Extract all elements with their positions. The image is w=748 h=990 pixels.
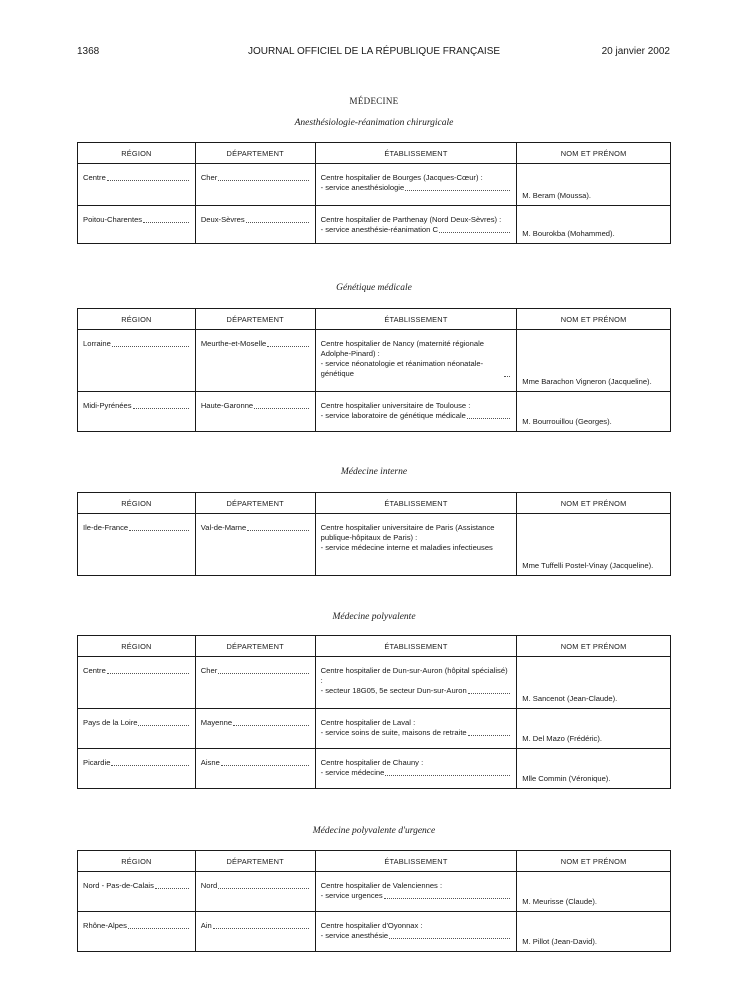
etablissement-name: Centre hospitalier de Bourges (Jacques-Cœur) : (320, 173, 483, 182)
etablissement-name: Centre hospitalier de Laval : (320, 718, 416, 727)
cell-nom: M. Bourrouillou (Georges). (517, 392, 671, 432)
region-value: Picardie (83, 758, 111, 767)
departement-value: Cher (200, 666, 218, 675)
cell-region (78, 657, 196, 709)
col-header-region: RÉGION (78, 636, 196, 657)
cell-region (78, 912, 196, 952)
table-header-row (78, 143, 671, 164)
table-row (78, 164, 671, 206)
etablissement-name: Centre hospitalier d'Oyonnax : (320, 921, 423, 930)
table-header-row (78, 636, 671, 657)
service-name: - service néonatologie et réanimation néonatale-génétique (320, 359, 484, 378)
region-value: Centre (83, 666, 106, 675)
service-name: - service soins de suite, maisons de retraite (320, 728, 467, 737)
cell-etablissement (315, 749, 517, 789)
col-header-etablissement: ÉTABLISSEMENT (315, 636, 517, 657)
cell-etablissement (315, 657, 517, 709)
col-header-region: RÉGION (78, 851, 196, 872)
cell-etablissement (315, 392, 517, 432)
cell-nom: Mme Barachon Vigneron (Jacqueline). (517, 330, 671, 392)
col-header-nom: NOM ET PRÉNOM (517, 143, 671, 164)
table-row (78, 330, 671, 392)
region-value: Lorraine (83, 339, 111, 348)
cell-region (78, 709, 196, 749)
table-row (78, 392, 671, 432)
col-header-nom: NOM ET PRÉNOM (517, 636, 671, 657)
region-value: Nord - Pas-de-Calais (83, 881, 154, 890)
main-title: MÉDECINE (349, 96, 399, 106)
cell-departement (195, 709, 315, 749)
page-number: 1368 (77, 46, 100, 57)
col-header-etablissement: ÉTABLISSEMENT (315, 851, 517, 872)
cell-departement (195, 330, 315, 392)
cell-departement (195, 872, 315, 912)
etablissement-name: Centre hospitalier universitaire de Toulouse : (320, 401, 471, 410)
cell-region (78, 749, 196, 789)
region-value: Centre (83, 173, 106, 182)
cell-nom: Mme Tuffelli Postel-Vinay (Jacqueline). (517, 514, 671, 576)
col-header-departement: DÉPARTEMENT (195, 309, 315, 330)
etablissement-name: Centre hospitalier de Chauny : (320, 758, 424, 767)
cell-nom: M. Beram (Moussa). (517, 164, 671, 206)
appointments-table (77, 850, 671, 952)
service-name: - service anesthésiologie (320, 183, 405, 192)
cell-etablissement (315, 709, 517, 749)
section-title: Médecine polyvalente d'urgence (312, 826, 436, 836)
cell-region (78, 206, 196, 244)
cell-etablissement (315, 206, 517, 244)
departement-value: Haute-Garonne (200, 401, 254, 410)
col-header-etablissement: ÉTABLISSEMENT (315, 143, 517, 164)
departement-value: Nord (200, 881, 218, 890)
service-name: - service médecine (320, 768, 385, 777)
cell-nom: M. Del Mazo (Frédéric). (517, 709, 671, 749)
section-title: Médecine polyvalente (332, 612, 416, 622)
cell-region (78, 872, 196, 912)
table-row (78, 657, 671, 709)
table-header-row (78, 309, 671, 330)
cell-departement (195, 206, 315, 244)
cell-departement (195, 912, 315, 952)
col-header-nom: NOM ET PRÉNOM (517, 309, 671, 330)
etablissement-name: Centre hospitalier de Nancy (maternité régionale Adolphe-Pinard) : (320, 339, 484, 358)
departement-value: Ain (200, 921, 212, 930)
cell-region (78, 330, 196, 392)
service-name: - secteur 18G05, 5e secteur Dun-sur-Auron (320, 686, 467, 695)
departement-value: Val-de-Marne (200, 523, 247, 532)
table-header-row (78, 493, 671, 514)
cell-etablissement (315, 872, 517, 912)
region-value: Poitou-Charentes (83, 215, 143, 224)
cell-departement (195, 164, 315, 206)
appointments-table (77, 142, 671, 244)
etablissement-name: Centre hospitalier de Valenciennes : (320, 881, 443, 890)
appointments-table (77, 308, 671, 432)
service-name: - service laboratoire de génétique médicale (320, 411, 466, 420)
service-name: - service médecine interne et maladies infectieuses (320, 543, 493, 552)
service-name: - service anesthésie (320, 931, 389, 940)
cell-region (78, 164, 196, 206)
departement-value: Aisne (200, 758, 220, 767)
cell-etablissement (315, 514, 517, 576)
cell-departement (195, 749, 315, 789)
departement-value: Deux-Sèvres (200, 215, 245, 224)
appointments-table (77, 492, 671, 576)
cell-etablissement (315, 330, 517, 392)
section-title: Médecine interne (340, 467, 408, 477)
service-name: - service anesthésie-réanimation C (320, 225, 438, 234)
departement-value: Mayenne (200, 718, 233, 727)
region-value: Midi-Pyrénées (83, 401, 132, 410)
etablissement-name: Centre hospitalier de Parthenay (Nord Deux-Sèvres) : (320, 215, 502, 224)
col-header-departement: DÉPARTEMENT (195, 636, 315, 657)
cell-nom: M. Sancenot (Jean-Claude). (517, 657, 671, 709)
col-header-region: RÉGION (78, 493, 196, 514)
table-row (78, 709, 671, 749)
appointments-table (77, 635, 671, 789)
cell-nom: M. Meurisse (Claude). (517, 872, 671, 912)
section-title: Anesthésiologie-réanimation chirurgicale (294, 118, 454, 128)
table-row (78, 872, 671, 912)
col-header-departement: DÉPARTEMENT (195, 851, 315, 872)
cell-region (78, 514, 196, 576)
cell-departement (195, 392, 315, 432)
col-header-departement: DÉPARTEMENT (195, 143, 315, 164)
table-row (78, 749, 671, 789)
col-header-etablissement: ÉTABLISSEMENT (315, 309, 517, 330)
col-header-region: RÉGION (78, 143, 196, 164)
col-header-etablissement: ÉTABLISSEMENT (315, 493, 517, 514)
region-value: Ile-de-France (83, 523, 129, 532)
table-header-row (78, 851, 671, 872)
cell-nom: M. Bourokba (Mohammed). (517, 206, 671, 244)
cell-departement (195, 514, 315, 576)
col-header-nom: NOM ET PRÉNOM (517, 493, 671, 514)
section-title: Génétique médicale (336, 283, 412, 293)
region-value: Pays de la Loire (83, 718, 138, 727)
region-value: Rhône-Alpes (83, 921, 127, 930)
table-row (78, 912, 671, 952)
journal-title: JOURNAL OFFICIEL DE LA RÉPUBLIQUE FRANÇAISE (247, 46, 501, 57)
departement-value: Meurthe-et-Moselle (200, 339, 267, 348)
col-header-region: RÉGION (78, 309, 196, 330)
table-row (78, 514, 671, 576)
cell-region (78, 392, 196, 432)
cell-etablissement (315, 912, 517, 952)
table-row (78, 206, 671, 244)
col-header-nom: NOM ET PRÉNOM (517, 851, 671, 872)
cell-etablissement (315, 164, 517, 206)
col-header-departement: DÉPARTEMENT (195, 493, 315, 514)
etablissement-name: Centre hospitalier universitaire de Paris (Assistance publique-hôpitaux de Paris) : (320, 523, 495, 542)
etablissement-name: Centre hospitalier de Dun-sur-Auron (hôpital spécialisé) : (320, 666, 508, 685)
departement-value: Cher (200, 173, 218, 182)
cell-nom: M. Pillot (Jean-David). (517, 912, 671, 952)
service-name: - service urgences (320, 891, 383, 900)
cell-departement (195, 657, 315, 709)
cell-nom: Mlle Commin (Véronique). (517, 749, 671, 789)
issue-date: 20 janvier 2002 (601, 46, 670, 57)
